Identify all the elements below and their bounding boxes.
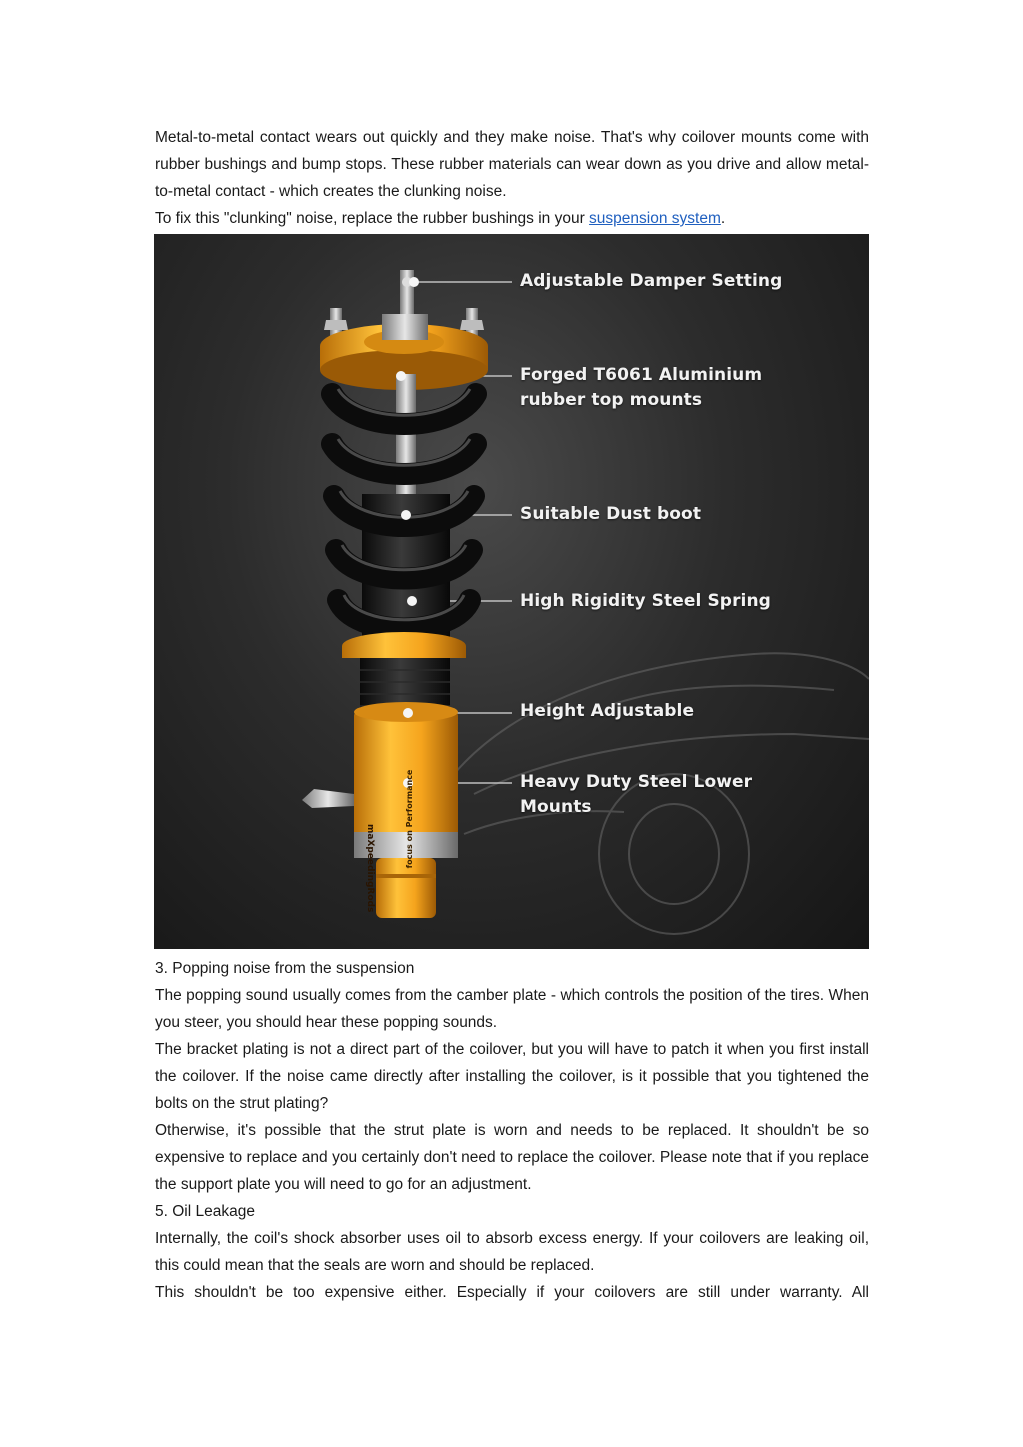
section5-paragraph-2: This shouldn't be too expensive either. Especially if your coilovers are still under warranty. All [155,1284,869,1301]
label-adjustable-damper: Adjustable Damper Setting [520,271,783,291]
label-top-mount-line1: Forged T6061 Aluminium [520,365,763,385]
label-lower-mounts-line1: Heavy Duty Steel Lower [520,772,753,792]
label-steel-spring: High Rigidity Steel Spring [520,591,771,611]
label-top-mount [520,363,762,413]
intro-fix-paragraph [155,205,869,232]
section3-heading: 3. Popping noise from the suspension [155,960,415,977]
section3-paragraph-3: Otherwise, it's possible that the strut plate is worn and needs to be replaced. It shouldn't be so expensive to replace and you certainly don't need to replace the coilover. Please note that if you replace the support plate you will need to go for an adjustment. [155,1122,869,1193]
intro-paragraph: Metal-to-metal contact wears out quickly and they make noise. That's why coilover mounts come with rubber bushings and bump stops. These rubber materials can wear down as you drive and allow metal-to-metal contact - which creates the clunking noise. [155,129,869,200]
document-page [155,124,869,1306]
section5-heading: 5. Oil Leakage [155,1203,255,1220]
housing-sticker-text: focus on Performance [405,769,414,869]
label-lower-mounts-line2: Mounts [520,797,592,817]
section3-paragraph-1: The popping sound usually comes from the camber plate - which controls the position of the tires. When you steer, you should hear these popping sounds. [155,987,869,1031]
housing-brand-text: maXpeedingRods [365,824,375,913]
suspension-system-link[interactable]: suspension system [589,210,721,227]
intro-fix-period: . [720,210,726,227]
intro-fix-text: To fix this "clunking" noise, replace the rubber bushings in your [155,210,590,227]
section5-paragraph-1: Internally, the coil's shock absorber uses oil to absorb excess energy. If your coilovers are leaking oil, this could mean that the seals are worn and should be replaced. [155,1230,869,1274]
label-dust-boot: Suitable Dust boot [520,504,702,524]
brake-line-bracket [302,789,354,808]
section3-paragraph-2: The bracket plating is not a direct part of the coilover, but you will have to patch it when you first install the coilover. If the noise came directly after installing the coilover, is it possible that you tightened the bolts on the strut plating? [155,1041,869,1112]
label-height-adjustable: Height Adjustable [520,701,695,721]
coilover-product-image [154,234,869,949]
top-nut [382,314,428,340]
label-top-mount-line2: rubber top mounts [520,390,703,410]
label-lower-mounts [520,770,752,820]
